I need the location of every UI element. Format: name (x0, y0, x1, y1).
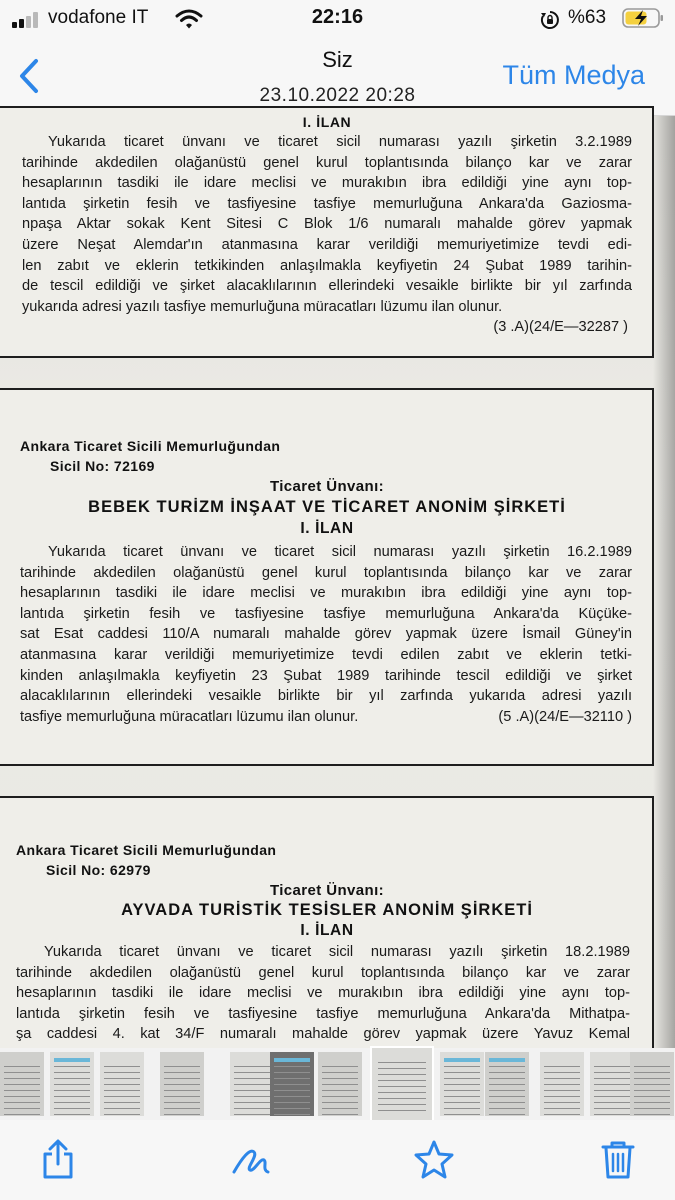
trade-name-label: Ticaret Ünvanı: (269, 478, 385, 495)
text-line: hesaplarının tasdiki ile idare meclisi ve murakıbın ibra edildiği yine aynı top- (20, 585, 632, 602)
text-line: üzere Neşat Alemdar'ın atanmasına karar verildiği memuriyetimize tevdi edi- (22, 236, 632, 253)
thumbnail[interactable] (540, 1052, 584, 1116)
status-bar (0, 0, 675, 38)
text-line: len zabıt ve eklerin tetkikinden anlaşılmakla keyfiyetin 24 Şubat 1989 tarihin- (22, 257, 632, 274)
bottom-toolbar (0, 1120, 675, 1200)
text-line: alacaklılarının ellerindeki vesaikle birlikte bir yıl zarfında yukarıda adresi yazılı (20, 688, 632, 705)
thumbnail[interactable] (630, 1052, 674, 1116)
notice-heading: I. İLAN (300, 922, 354, 939)
clock: 22:16 (311, 6, 364, 28)
text-line: lantıda şirketin fesih ve tasfiyesine tasfiye memurluğuna Ankara'da Mithatpa- (16, 1005, 630, 1022)
star-icon[interactable] (412, 1138, 456, 1180)
nav-title: Siz (322, 47, 353, 72)
notice-last-row (20, 707, 632, 728)
orientation-lock-icon (540, 10, 560, 30)
share-icon[interactable] (38, 1138, 78, 1180)
notice-heading: I. İLAN (300, 520, 354, 537)
navigation-bar (0, 38, 675, 116)
photo-view[interactable] (0, 116, 675, 1048)
thumbnail[interactable] (440, 1052, 484, 1116)
text-line: hesaplarının tasdiki ile idare meclisi ve murakıbın ibra edildiği yine aynı top- (16, 985, 630, 1002)
thumbnail[interactable] (318, 1052, 362, 1116)
current-thumbnail[interactable] (372, 1048, 432, 1120)
text-line: kinden anlaşılmakla keyfiyetin 23 Şubat 1989 tarihinde tescil edildiği ve şirket (20, 667, 632, 684)
thumbnail[interactable] (50, 1052, 94, 1116)
battery-percentage: %63 (568, 7, 607, 28)
text-line: Yukarıda ticaret ünvanı ve ticaret sicil numarası yazılı şirketin 3.2.1989 (48, 134, 632, 150)
text-line: tarihinde akdedilen olağanüstü genel kurul toplantısında bilanço kar ve zarar (22, 154, 632, 171)
thumbnail[interactable] (0, 1052, 44, 1116)
registry-office: Ankara Ticaret Sicili Memurluğundan (20, 438, 281, 454)
notice-body (20, 542, 632, 727)
trade-name-label: Ticaret Ünvanı: (269, 882, 385, 899)
text-line: hesaplarının tasdiki ile idare meclisi ve murakıbın ibra edildiği yine aynı top- (22, 175, 632, 192)
markup-icon[interactable] (228, 1138, 274, 1180)
text-line: Yukarıda ticaret ünvanı ve ticaret sicil numarası yazılı şirketin 18.2.1989 (44, 944, 630, 960)
text-line: tarihinde akdedilen olağanüstü genel kurul toplantısında bilanço kar ve zarar (16, 964, 630, 981)
notice-body (22, 132, 632, 338)
text-line: lantıda şirketin fesih ve tasfiyesine tasfiye memurluğuna Ankara'da Gaziosma- (22, 195, 632, 212)
thumbnail[interactable] (270, 1052, 314, 1116)
notice-reference: (3 .A)(24/E—32287 ) (493, 319, 628, 336)
company-name: AYVADA TURİSTİK TESİSLER ANONİM ŞİRKETİ (121, 901, 533, 919)
text-line: atanmasına karar verildiği memuriyetimize tevdi edilen zabıt ve eklerin tetki- (20, 646, 632, 663)
company-name: BEBEK TURİZM İNŞAAT VE TİCARET ANONİM ŞİRKETİ (88, 498, 566, 516)
thumbnail[interactable] (590, 1052, 634, 1116)
notice-reference: (5 .A)(24/E—32110 ) (498, 708, 632, 725)
thumbnail[interactable] (230, 1052, 274, 1116)
thumbnail[interactable] (485, 1052, 529, 1116)
text-line: tasfiye memurluğuna müracatları lüzumu ilan olunur. (20, 708, 359, 725)
all-media-button[interactable]: Tüm Medya (502, 60, 645, 90)
battery-charging-icon (622, 7, 664, 29)
registry-office: Ankara Ticaret Sicili Memurluğundan (16, 842, 277, 858)
photo-shadow-edge (653, 116, 675, 1048)
text-line: sat Esat caddesi 110/A numaralı mahalde görev yapmak üzere İsmail Güney'in (20, 626, 632, 643)
notice-heading: I. İLAN (302, 114, 352, 130)
registry-number: Sicil No: 72169 (50, 458, 155, 474)
text-line: Yukarıda ticaret ünvanı ve ticaret sicil numarası yazılı şirketin 16.2.1989 (48, 544, 632, 560)
thumbnail[interactable] (100, 1052, 144, 1116)
text-line: npaşa Aktar sokak Kent Sitesi C Blok 1/6 numaralı mahalde görev yapmak (22, 216, 632, 233)
thumbnail-strip[interactable] (0, 1048, 675, 1120)
carrier-name: vodafone IT (48, 7, 149, 28)
text-line: şa caddesi 4. kat 34/F numaralı mahalde görev yapmak üzere Yavuz Kemal (16, 1026, 630, 1043)
trash-icon[interactable] (598, 1138, 638, 1180)
photo-date: 23.10.2022 20:28 (259, 85, 416, 106)
text-line: de tescil edildiği ve şirket alacaklılarının ellerindeki vesaikle birlikte bir yıl zarfında (22, 278, 632, 295)
notice-3 (0, 796, 654, 1066)
registry-number: Sicil No: 62979 (46, 862, 151, 878)
text-line: lantıda şirketin fesih ve tasfiyesine tasfiye memurluğuna Ankara'da Küçüke- (20, 605, 632, 622)
text-line: tarihinde akdedilen olağanüstü genel kurul toplantısında bilanço kar ve zarar (20, 564, 632, 581)
notice-2 (0, 388, 654, 766)
text-line: yukarıda adresi yazılı tasfiye memurluğuna müracatları lüzumu ilan olunur. (22, 298, 503, 315)
notice-1 (0, 106, 654, 358)
thumbnail[interactable] (160, 1052, 204, 1116)
